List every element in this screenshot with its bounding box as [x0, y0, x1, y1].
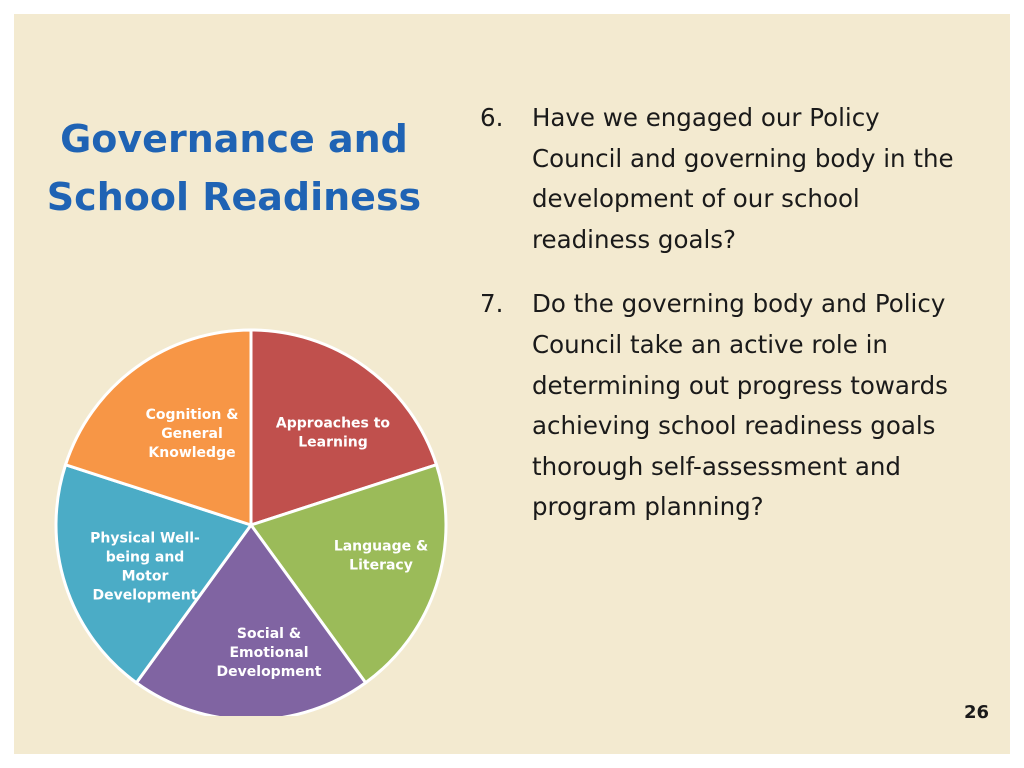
question-line: program planning? [532, 492, 764, 522]
question-line: development of our school [532, 184, 860, 214]
slide [14, 14, 1010, 754]
question-number: 6. [480, 103, 504, 132]
question-line: thorough self-assessment and [532, 451, 901, 481]
question-text [532, 284, 1010, 528]
question-line: Council take an active role in [532, 329, 888, 359]
question-item [480, 98, 1010, 260]
questions-list [480, 98, 1010, 528]
pie-segment-label: Development [216, 664, 322, 680]
question-line: Council and governing body in the [532, 143, 954, 173]
title-line-1: Governance and [60, 117, 408, 161]
pie-segment-label: Development [92, 587, 198, 604]
title-line-2: School Readiness [46, 175, 422, 219]
pie-segment-label: Cognition & [145, 407, 239, 423]
pie-segment-label: Learning [298, 434, 368, 451]
question-text [532, 98, 1010, 260]
pie-segment-label: Motor [121, 568, 169, 585]
question-item [480, 284, 1010, 528]
question-number: 7. [480, 289, 504, 319]
pie-segment-label: Emotional [229, 645, 309, 661]
pie-segment-label: Social & [236, 626, 302, 642]
pie-segment-label: General [161, 426, 223, 442]
slide-title [44, 110, 424, 226]
page-number: 26 [964, 702, 990, 723]
pie-segment-label: Approaches to [275, 415, 391, 432]
pie-segment-label: Language & [333, 538, 429, 555]
pie-segment-label: being and [105, 549, 185, 566]
question-line: readiness goals? [532, 224, 737, 254]
school-readiness-pie [52, 316, 452, 716]
pie-segment-label: Physical Well- [90, 530, 200, 547]
question-line: Have we engaged our Policy [532, 103, 880, 132]
question-line: determining out progress towards [532, 370, 948, 400]
pie-segment-label: Knowledge [148, 445, 236, 461]
question-line: Do the governing body and Policy [532, 289, 946, 319]
pie-segment-label: Literacy [349, 557, 413, 574]
question-line: achieving school readiness goals [532, 411, 936, 441]
